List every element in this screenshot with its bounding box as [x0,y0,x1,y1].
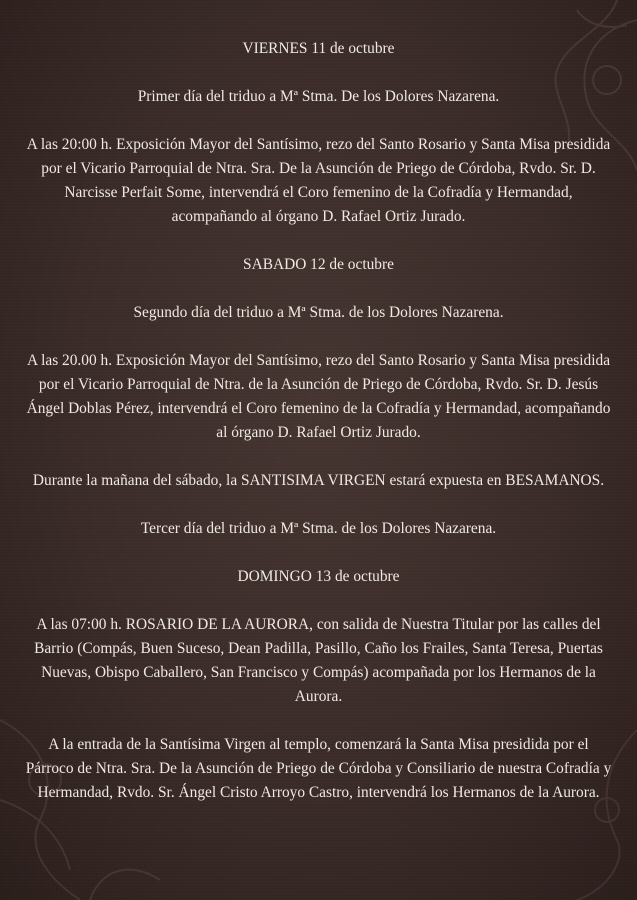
paragraph-sabado-detail: A las 20.00 h. Exposición Mayor del Santísimo, rezo del Santo Rosario y Santa Misa presidida por el Vicario Parroquial de Ntra. de la Asunción de Priego de Córdoba, Rvdo. Sr. D. Jesús Ángel Doblas Pérez, intervendrá el Coro femenino de la Cofradía y Hermandad, acompañando al órgano D. Rafael Ortiz Jurado. [26,352,611,441]
paragraph-tercer-dia: Tercer día del triduo a Mª Stma. de los Dolores Nazarena. [140,520,497,537]
paragraph-rosario-aurora: A las 07:00 h. ROSARIO DE LA AURORA, con salida de Nuestra Titular por las calles del Barrio (Compás, Buen Suceso, Dean Padilla, Pasillo, Caño los Frailes, Santa Teresa, Puertas Nuevas, Obispo Caballero, San Francisco y Compás) acompañada por los Hermanos de la Aurora. [34,616,603,705]
paragraph-segundo-dia: Segundo día del triduo a Mª Stma. de los Dolores Nazarena. [133,304,504,321]
paragraph-viernes-detail: A las 20:00 h. Exposición Mayor del Santísimo, rezo del Santo Rosario y Santa Misa presidida por el Vicario Parroquial de Ntra. Sra. De la Asunción de Priego de Córdoba, Rvdo. Sr. D. Narcisse Perfait Some, intervendrá el Coro femenino de la Cofradía y Hermandad, acompañando al órgano D. Rafael Ortiz Jurado. [26,136,611,225]
heading-viernes: VIERNES 11 de octubre [242,40,395,57]
paragraph-primer-dia: Primer día del triduo a Mª Stma. De los Dolores Nazarena. [137,88,500,105]
document-body [24,37,613,805]
paragraph-besamanos: Durante la mañana del sábado, la SANTISIMA VIRGEN estará expuesta en BESAMANOS. [32,472,605,489]
heading-domingo: DOMINGO 13 de octubre [237,568,400,585]
heading-sabado: SABADO 12 de octubre [243,256,394,273]
paragraph-santa-misa: A la entrada de la Santísima Virgen al templo, comenzará la Santa Misa presidida por el Párroco de Ntra. Sra. De la Asunción de Priego de Córdoba y Consiliario de nuestra Cofradía y Hermandad, Rvdo. Sr. Ángel Cristo Arroyo Castro, intervendrá los Hermanos de la Aurora. [25,736,612,801]
